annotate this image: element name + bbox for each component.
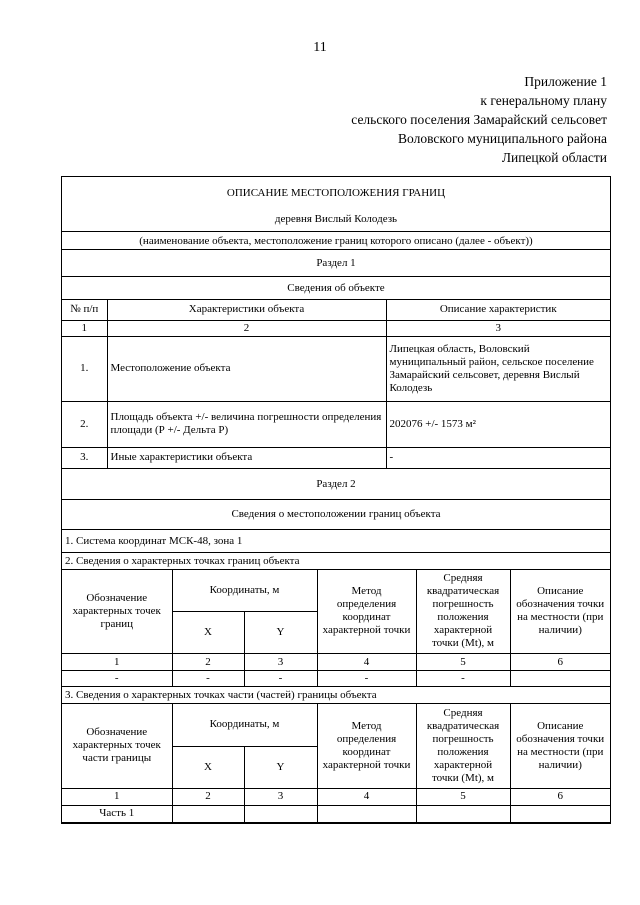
column-number: 3 <box>386 320 610 336</box>
column-number: 4 <box>317 788 416 805</box>
table-row <box>62 805 610 822</box>
boundary-points-table <box>62 570 610 688</box>
column-number: 1 <box>62 320 107 336</box>
table-cell: - <box>62 671 172 687</box>
object-name: деревня Вислый Колодезь <box>274 213 398 225</box>
table-cell <box>510 671 610 687</box>
appendix-line: Воловского муниципального района <box>398 131 607 146</box>
column-number: 4 <box>317 654 416 671</box>
boundary-parts-table <box>62 704 610 823</box>
column-header: Описание характеристик <box>386 300 610 320</box>
part-label: Часть 1 <box>62 805 172 822</box>
column-header: Средняя квадратическая погрешность положения характерной точки (Mt), м <box>416 570 510 654</box>
column-header-y: Y <box>244 612 317 654</box>
row-number: 1. <box>62 336 107 401</box>
column-number: 5 <box>416 654 510 671</box>
table-cell: - <box>172 671 244 687</box>
section1-heading: Раздел 1 <box>62 250 610 277</box>
column-number: 6 <box>510 654 610 671</box>
table-cell <box>172 805 244 822</box>
column-number: 3 <box>244 654 317 671</box>
column-header: № п/п <box>62 300 107 320</box>
column-header: Средняя квадратическая погрешность положения характерной точки (Mt), м <box>416 704 510 788</box>
document-title: ОПИСАНИЕ МЕСТОПОЛОЖЕНИЯ ГРАНИЦ <box>226 187 446 199</box>
table-header-row <box>62 704 610 746</box>
parts-section-title: 3. Сведения о характерных точках части (частей) границы объекта <box>62 687 610 704</box>
characteristic-name: Площадь объекта +/- величина погрешности определения площади (Р +/- Дельта Р) <box>107 401 386 447</box>
table-cell <box>416 805 510 822</box>
table-cell: - <box>244 671 317 687</box>
column-header: Описание обозначения точки на местности (при наличии) <box>510 570 610 654</box>
page-number: 11 <box>313 40 327 55</box>
column-number: 1 <box>62 788 172 805</box>
column-header-x: X <box>172 746 244 788</box>
characteristic-name: Иные характеристики объекта <box>107 447 386 468</box>
characteristic-value: 202076 +/- 1573 м² <box>386 401 610 447</box>
boundary-description-form <box>61 176 611 824</box>
column-number: 2 <box>172 788 244 805</box>
row-number: 3. <box>62 447 107 468</box>
points-section-title: 2. Сведения о характерных точках границ объекта <box>62 553 610 570</box>
table-row <box>62 447 610 468</box>
object-caption: (наименование объекта, местоположение границ которого описано (далее - объект)) <box>62 231 610 250</box>
column-number-row <box>62 320 610 336</box>
characteristic-value: - <box>386 447 610 468</box>
column-number: 1 <box>62 654 172 671</box>
appendix-line: Липецкой области <box>501 150 607 165</box>
section2-subheading: Сведения о местоположении границ объекта <box>62 500 610 530</box>
table-row <box>62 336 610 401</box>
table-cell <box>510 805 610 822</box>
column-number: 2 <box>172 654 244 671</box>
appendix-line: к генеральному плану <box>480 93 607 108</box>
column-number-row <box>62 788 610 805</box>
column-header: Метод определения координат характерной точки <box>317 704 416 788</box>
row-number: 2. <box>62 401 107 447</box>
column-number: 6 <box>510 788 610 805</box>
column-header: Описание обозначения точки на местности (при наличии) <box>510 704 610 788</box>
characteristic-name: Местоположение объекта <box>107 336 386 401</box>
column-number-row <box>62 654 610 671</box>
column-number: 5 <box>416 788 510 805</box>
column-number: 3 <box>244 788 317 805</box>
document-title-block <box>62 177 610 231</box>
coordinate-system: 1. Система координат МСК-48, зона 1 <box>62 530 610 553</box>
table-row <box>62 401 610 447</box>
section2-heading: Раздел 2 <box>62 469 610 500</box>
table-cell <box>244 805 317 822</box>
appendix-line: сельского поселения Замарайский сельсовет <box>351 112 607 127</box>
column-header: Координаты, м <box>172 570 317 612</box>
column-header-x: X <box>172 612 244 654</box>
appendix-line: Приложение 1 <box>524 74 607 89</box>
column-header: Обозначение характерных точек границ <box>62 570 172 654</box>
section1-subheading: Сведения об объекте <box>62 277 610 300</box>
column-header: Характеристики объекта <box>107 300 386 320</box>
object-info-table <box>62 300 610 469</box>
table-header-row <box>62 570 610 612</box>
appendix-header <box>351 72 607 167</box>
column-header: Метод определения координат характерной точки <box>317 570 416 654</box>
column-number: 2 <box>107 320 386 336</box>
characteristic-value: Липецкая область, Воловский муниципальный район, сельское поселение Замарайский сельсовет, деревня Вислый Колодезь <box>386 336 610 401</box>
column-header: Обозначение характерных точек части границы <box>62 704 172 788</box>
column-header-y: Y <box>244 746 317 788</box>
column-header: Координаты, м <box>172 704 317 746</box>
table-header-row <box>62 300 610 320</box>
table-cell <box>317 805 416 822</box>
table-cell: - <box>317 671 416 687</box>
table-cell: - <box>416 671 510 687</box>
table-row <box>62 671 610 687</box>
